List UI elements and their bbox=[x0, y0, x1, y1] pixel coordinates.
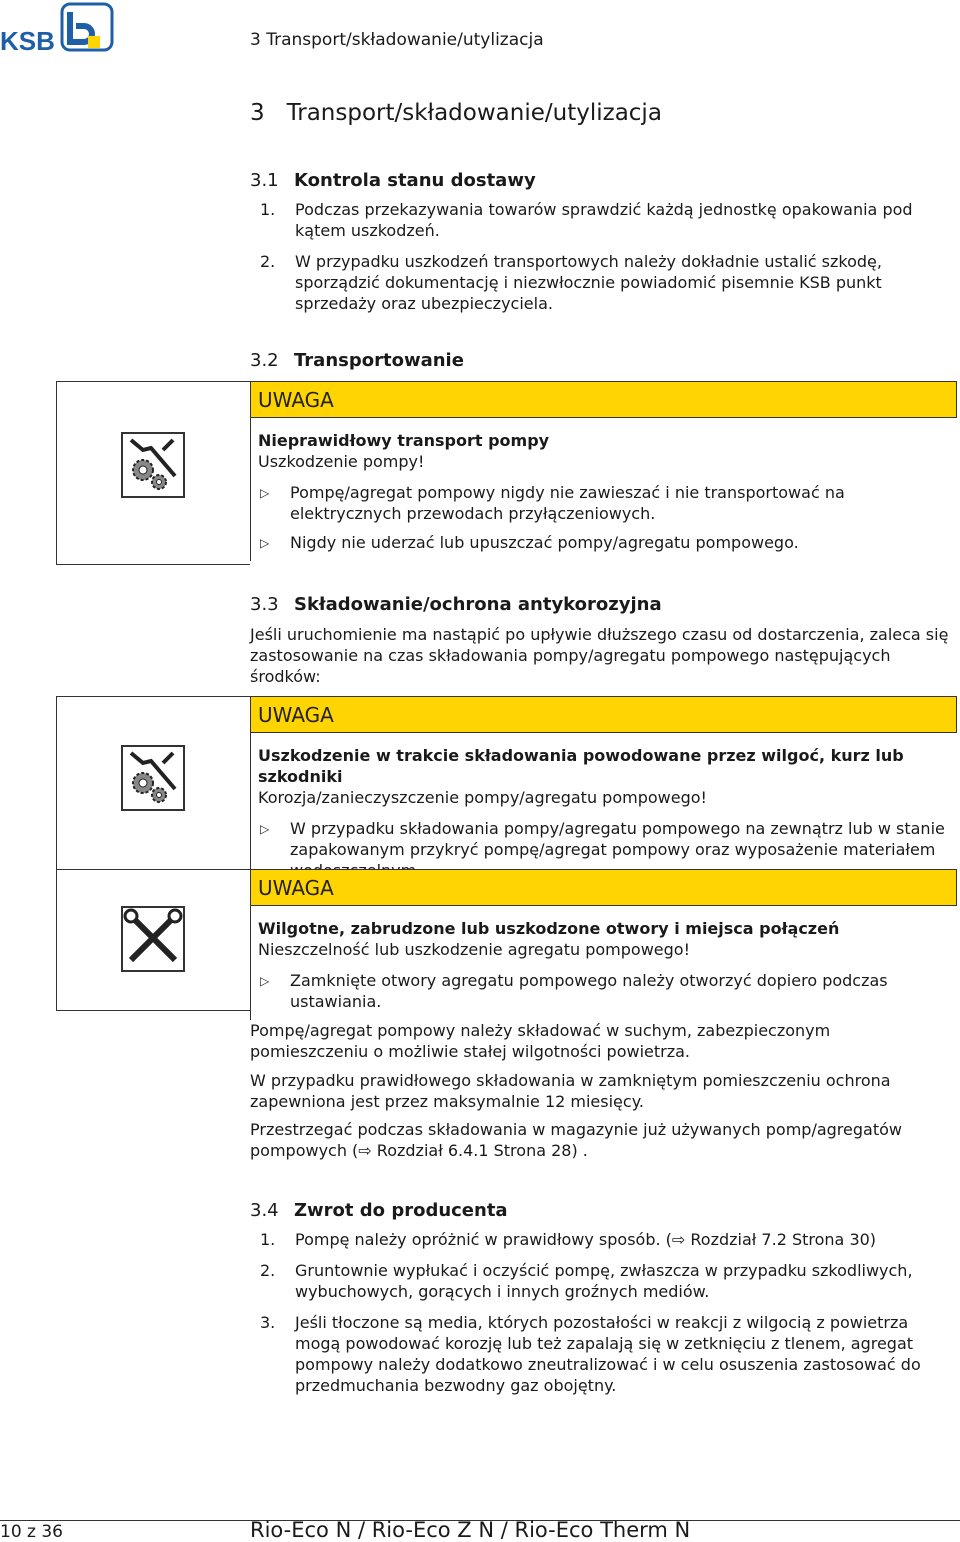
notice-icon-cell bbox=[56, 381, 250, 565]
hazard-text: Nieprawidłowy transport pompy bbox=[258, 431, 550, 450]
list-item: ▷ Pompę/agregat pompowy nigdy nie zawieszać i nie transportować na elektrycznych przewodach przyłączeniowych. bbox=[260, 483, 845, 523]
signal-word: UWAGA bbox=[251, 381, 957, 418]
triangle-bullet-icon: ▷ bbox=[260, 536, 270, 550]
cross-reference-arrow-icon: ⇨ bbox=[358, 1141, 372, 1160]
section-3-1-heading: 3.1 Kontrola stanu dostawy bbox=[250, 170, 536, 191]
hazard-text: Wilgotne, zabrudzone lub uszkodzone otwory i miejsca połączeń bbox=[258, 919, 840, 938]
list-item: 2. Gruntownie wypłukać i oczyścić pompę, zwłaszcza w przypadku szkodliwych, wybuchowych, gorących i innych groźnych mediów. bbox=[260, 1261, 913, 1301]
signal-word: UWAGA bbox=[251, 696, 957, 733]
storage-intro: Jeśli uruchomienie ma nastąpić po upływie dłuższego czasu od dostarczenia, zaleca się zastosowanie na czas składowania pompy/agregatu pompowego następujących środków: bbox=[250, 625, 949, 686]
ksb-logo bbox=[0, 0, 120, 60]
list-item: 1. Pompę należy opróżnić w prawidłowy sposób. (⇨ Rozdział 7.2 Strona 30) bbox=[260, 1230, 877, 1249]
return-steps bbox=[250, 1229, 950, 1406]
storage-paragraph: W przypadku prawidłowego składowania w zamkniętym pomieszczeniu ochrona zapewniona jest przez maksymalnie 12 miesięcy. bbox=[250, 1071, 891, 1111]
triangle-bullet-icon: ▷ bbox=[260, 974, 270, 988]
chapter-title: 3 Transport/składowanie/utylizacja bbox=[250, 100, 662, 126]
storage-reference-paragraph: Przestrzegać podczas składowania w magazynie już używanych pomp/agregatów pompowych (⇨ Rozdział 6.4.1 Strona 28) . bbox=[250, 1120, 902, 1160]
hazard-text: Uszkodzenie w trakcie składowania powodowane przez wilgoć, kurz lub szkodniki bbox=[258, 746, 904, 786]
section-3-2-heading: 3.2 Transportowanie bbox=[250, 350, 464, 371]
page-number: 10 z 36 bbox=[0, 1522, 63, 1542]
consequence-text: Uszkodzenie pompy! bbox=[258, 452, 425, 471]
list-item: ▷ W przypadku składowania pompy/agregatu pompowego na zewnątrz lub w stanie zapakowanym przykryć pompę/agregat pompowy oraz wyposażenie materiałem bbox=[260, 819, 945, 859]
cross-reference-arrow-icon: ⇨ bbox=[671, 1230, 686, 1249]
wrench-gear-icon bbox=[121, 432, 185, 498]
delivery-check-steps bbox=[250, 199, 950, 324]
wrench-icon bbox=[121, 906, 185, 972]
notice-icon-cell bbox=[56, 869, 250, 1011]
consequence-text: Korozja/zanieczyszczenie pompy/agregatu pompowego! bbox=[258, 788, 707, 807]
notice-storage-moisture bbox=[250, 696, 957, 889]
list-item: ▷ Nigdy nie uderzać lub upuszczać pompy/agregatu pompowego. bbox=[260, 533, 799, 552]
signal-word: UWAGA bbox=[251, 869, 957, 906]
document-title: Rio-Eco N / Rio-Eco Z N / Rio-Eco Therm N bbox=[250, 1518, 691, 1542]
section-3-3-heading: 3.3 Składowanie/ochrona antykorozyjna bbox=[250, 594, 662, 615]
list-item: 3. Jeśli tłoczone są media, których pozostałości w reakcji z wilgocią z powietrza mogą powodować korozję lub też zapalają się w zetknięciu z tlenem, agregat pompowy należy dodatkowo zneutralizować i w celu osuszenia zastosować do przedmuchania bezwodny gaz obojętny. bbox=[260, 1313, 921, 1395]
svg-text:KSB: KSB bbox=[0, 26, 55, 56]
notice-openings bbox=[250, 869, 957, 1020]
consequence-text: Nieszczelność lub uszkodzenie agregatu pompowego! bbox=[258, 940, 690, 959]
cross-reference-link[interactable]: Rozdział 6.4.1 Strona 28) bbox=[376, 1141, 578, 1160]
section-3-4-heading: 3.4 Zwrot do producenta bbox=[250, 1200, 508, 1221]
wrench-gear-icon bbox=[121, 745, 185, 811]
triangle-bullet-icon: ▷ bbox=[260, 822, 270, 836]
cross-reference-link[interactable]: Rozdział 7.2 Strona 30) bbox=[690, 1230, 877, 1249]
list-item: 2. W przypadku uszkodzeń transportowych należy dokładnie ustalić szkodę, sporządzić dokumentację i niezwłocznie powiadomić pisemnie KSB punkt sprzedaży oraz ubezpieczyciela. bbox=[260, 252, 882, 313]
notice-icon-cell bbox=[56, 696, 250, 870]
notice-transport bbox=[250, 381, 957, 561]
running-header: 3 Transport/składowanie/utylizacja bbox=[250, 30, 544, 50]
list-item: ▷ Zamknięte otwory agregatu pompowego należy otworzyć dopiero podczas ustawiania. bbox=[260, 971, 888, 1011]
triangle-bullet-icon: ▷ bbox=[260, 486, 270, 500]
storage-paragraph: Pompę/agregat pompowy należy składować w suchym, zabezpieczonym pomieszczeniu o możliwie stałej wilgotności powietrza. bbox=[250, 1021, 831, 1061]
list-item: 1. Podczas przekazywania towarów sprawdzić każdą jednostkę opakowania pod kątem uszkodzeń. bbox=[260, 200, 913, 240]
